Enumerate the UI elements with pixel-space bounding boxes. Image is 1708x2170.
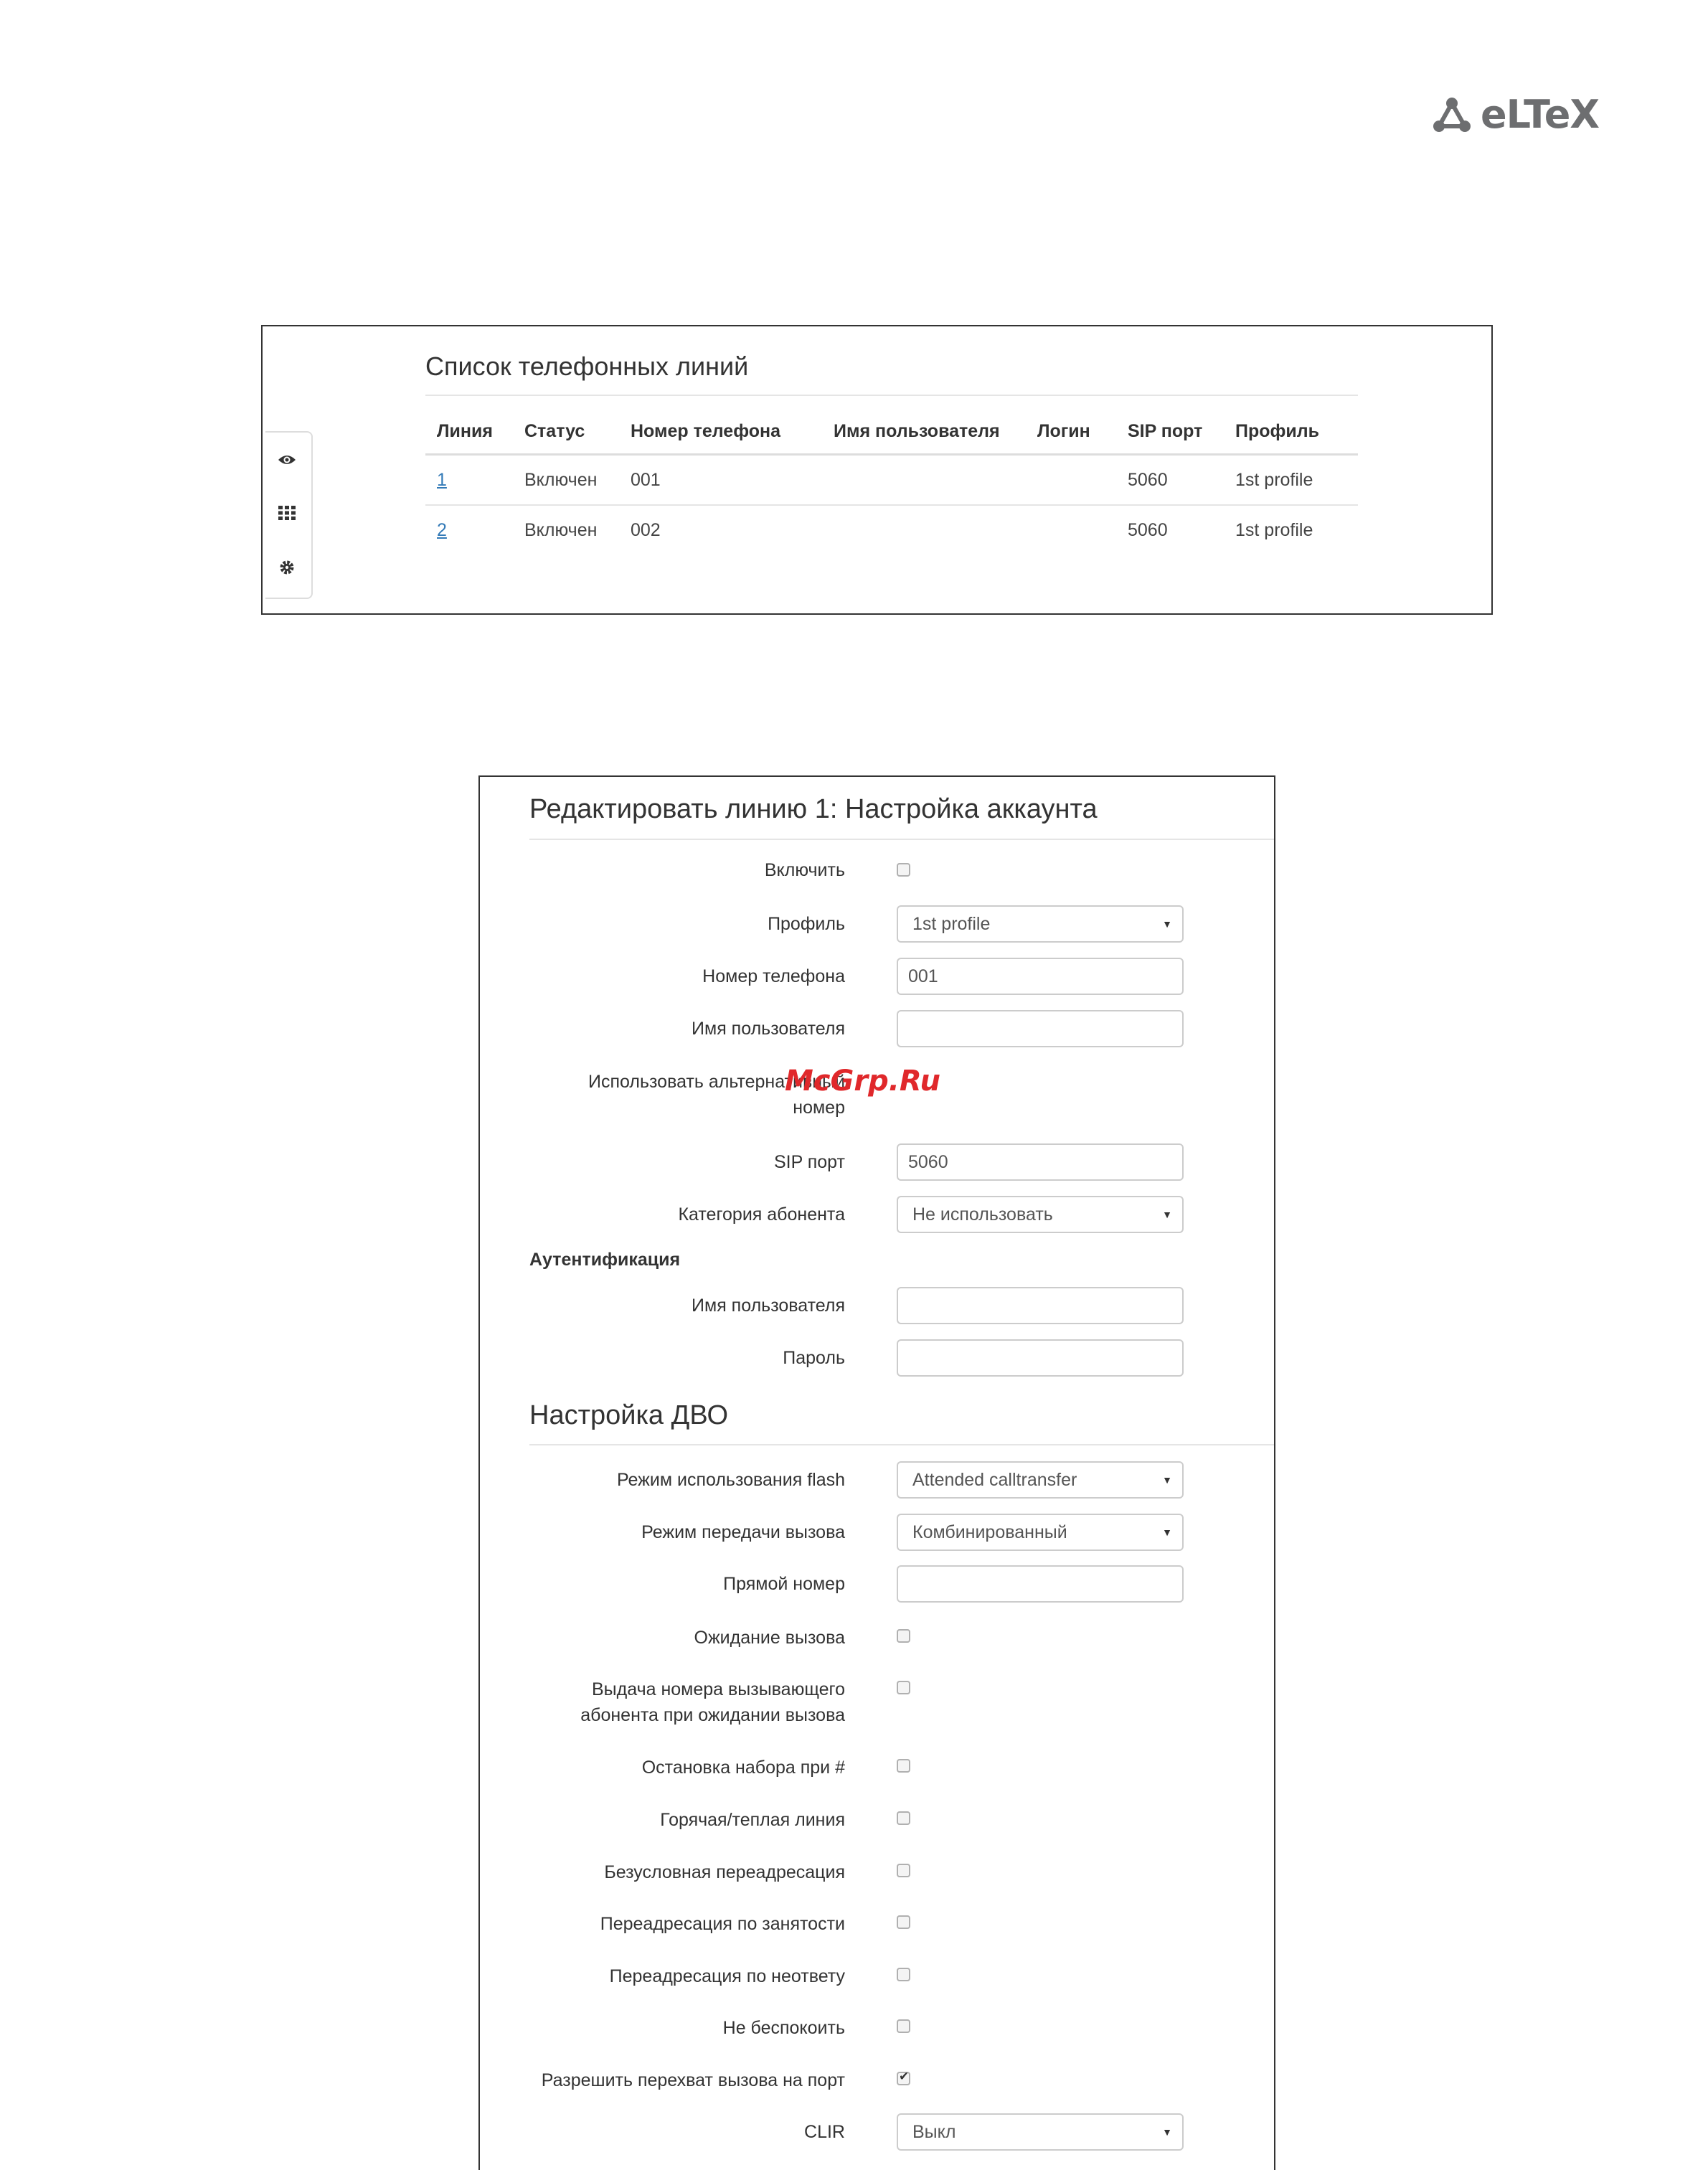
table-row [425, 455, 1358, 506]
auth-username-input[interactable] [897, 1287, 1184, 1324]
flash-mode-label: Режим использования flash [616, 1470, 845, 1490]
transfer-mode-label: Режим передачи вызова [641, 1522, 845, 1542]
clir-select[interactable] [897, 2113, 1184, 2151]
cell-phone: 002 [631, 519, 661, 540]
eltex-logo-icon [1432, 96, 1472, 133]
flash-mode-select[interactable] [897, 1461, 1184, 1499]
chevron-down-icon: ▼ [1162, 1474, 1172, 1486]
auth-heading: Аутентификация [529, 1250, 681, 1270]
auth-username-label: Имя пользователя [692, 1296, 845, 1316]
enable-label: Включить [764, 860, 845, 880]
clir-label: CLIR [804, 2122, 845, 2142]
auth-password-label: Пароль [783, 1348, 845, 1368]
phone-lines-table [425, 409, 1358, 555]
dnd-label: Не беспокоить [722, 2018, 845, 2038]
title-divider [425, 395, 1358, 396]
cell-status: Включен [513, 455, 619, 506]
cell-sip-port: 5060 [1128, 519, 1168, 540]
flash-mode-value: Attended calltransfer [912, 1470, 1077, 1490]
col-header-login: Логин [1026, 409, 1116, 455]
cfb-checkbox[interactable] [897, 1915, 910, 1929]
panel-title: Список телефонных линий [425, 352, 749, 381]
col-header-phone: Номер телефона [619, 409, 822, 455]
hotline-checkbox[interactable] [897, 1811, 910, 1825]
profile-value: 1st profile [912, 914, 991, 934]
col-header-status: Статус [513, 409, 619, 455]
chevron-down-icon: ▼ [1162, 1527, 1172, 1538]
caller-id-waiting-label-line2: абонента при ожидании вызова [580, 1705, 845, 1725]
grid-icon[interactable] [275, 501, 298, 524]
transfer-mode-value: Комбинированный [912, 1522, 1067, 1542]
col-header-profile: Профиль [1224, 409, 1358, 455]
direct-number-input[interactable] [897, 1565, 1184, 1603]
category-value: Не использовать [912, 1204, 1053, 1225]
hotline-label: Горячая/теплая линия [660, 1810, 845, 1830]
table-row [425, 505, 1358, 555]
col-header-sip-port: SIP порт [1116, 409, 1224, 455]
profile-select[interactable] [897, 905, 1184, 943]
enable-checkbox[interactable] [897, 863, 910, 877]
dvo-divider [529, 1444, 1275, 1445]
username-label: Имя пользователя [692, 1019, 845, 1039]
clir-value: Выкл [912, 2122, 956, 2142]
cell-line [425, 455, 513, 506]
cell-phone: 001 [619, 455, 822, 506]
gear-icon[interactable] [275, 556, 298, 579]
category-label: Категория абонента [678, 1204, 845, 1225]
eye-icon[interactable] [275, 448, 298, 471]
col-header-username: Имя пользователя [822, 409, 1026, 455]
direct-number-label: Прямой номер [723, 1574, 845, 1594]
profile-label: Профиль [768, 914, 845, 934]
caller-id-waiting-checkbox[interactable] [897, 1681, 910, 1694]
cell-profile: 1st profile [1235, 519, 1313, 540]
transfer-mode-select[interactable] [897, 1514, 1184, 1551]
logo-text: eLTeX [1481, 92, 1600, 137]
edit-line-panel [478, 775, 1275, 2170]
stop-dial-hash-checkbox[interactable] [897, 1759, 910, 1773]
chevron-down-icon: ▼ [1162, 1209, 1172, 1220]
watermark: McGrp.Ru [785, 1065, 940, 1098]
sip-port-input[interactable]: 5060 [897, 1143, 1184, 1181]
caller-id-waiting-label-line1: Выдача номера вызывающего [591, 1679, 845, 1699]
alt-number-label-line2: номер [793, 1098, 845, 1118]
cfu-checkbox[interactable] [897, 1864, 910, 1877]
pickup-checkbox[interactable] [897, 2072, 910, 2085]
line-link[interactable]: 2 [437, 519, 447, 540]
cell-login [1026, 505, 1116, 555]
dvo-section-title: Настройка ДВО [529, 1400, 729, 1430]
cfnr-label: Переадресация по неответу [609, 1966, 845, 1986]
cell-username [822, 505, 1026, 555]
pickup-label: Разрешить перехват вызова на порт [541, 2070, 845, 2090]
sip-port-label: SIP порт [773, 1152, 845, 1172]
cell-profile: 1st profile [1224, 455, 1358, 506]
cfu-label: Безусловная переадресация [604, 1862, 845, 1882]
call-waiting-label: Ожидание вызова [694, 1628, 845, 1648]
cell-login [1026, 455, 1116, 506]
category-select[interactable] [897, 1196, 1184, 1233]
line-link[interactable]: 1 [437, 469, 447, 490]
stop-dial-hash-label: Остановка набора при # [641, 1758, 845, 1778]
cfnr-checkbox[interactable] [897, 1968, 910, 1981]
eltex-logo [1432, 92, 1604, 137]
phone-input[interactable]: 001 [897, 958, 1184, 995]
cell-username [822, 455, 1026, 506]
chevron-down-icon: ▼ [1162, 2126, 1172, 2138]
side-toolbar [265, 431, 313, 599]
table-header-row [425, 409, 1358, 455]
call-waiting-checkbox[interactable] [897, 1629, 910, 1643]
chevron-down-icon: ▼ [1162, 918, 1172, 930]
edit-panel-title: Редактировать линию 1: Настройка аккаунта [529, 794, 1098, 824]
phone-lines-panel [261, 325, 1493, 615]
cell-status: Включен [524, 519, 598, 540]
phone-label: Номер телефона [702, 966, 845, 986]
cell-sip-port: 5060 [1116, 455, 1224, 506]
title-divider [529, 839, 1275, 840]
cell-line [425, 505, 513, 555]
cfb-label: Переадресация по занятости [600, 1914, 845, 1934]
dnd-checkbox[interactable] [897, 2019, 910, 2033]
username-input[interactable] [897, 1010, 1184, 1047]
alt-number-label-line1: Использовать альтернативный [588, 1072, 845, 1092]
auth-password-input[interactable] [897, 1339, 1184, 1377]
col-header-line: Линия [425, 409, 513, 455]
